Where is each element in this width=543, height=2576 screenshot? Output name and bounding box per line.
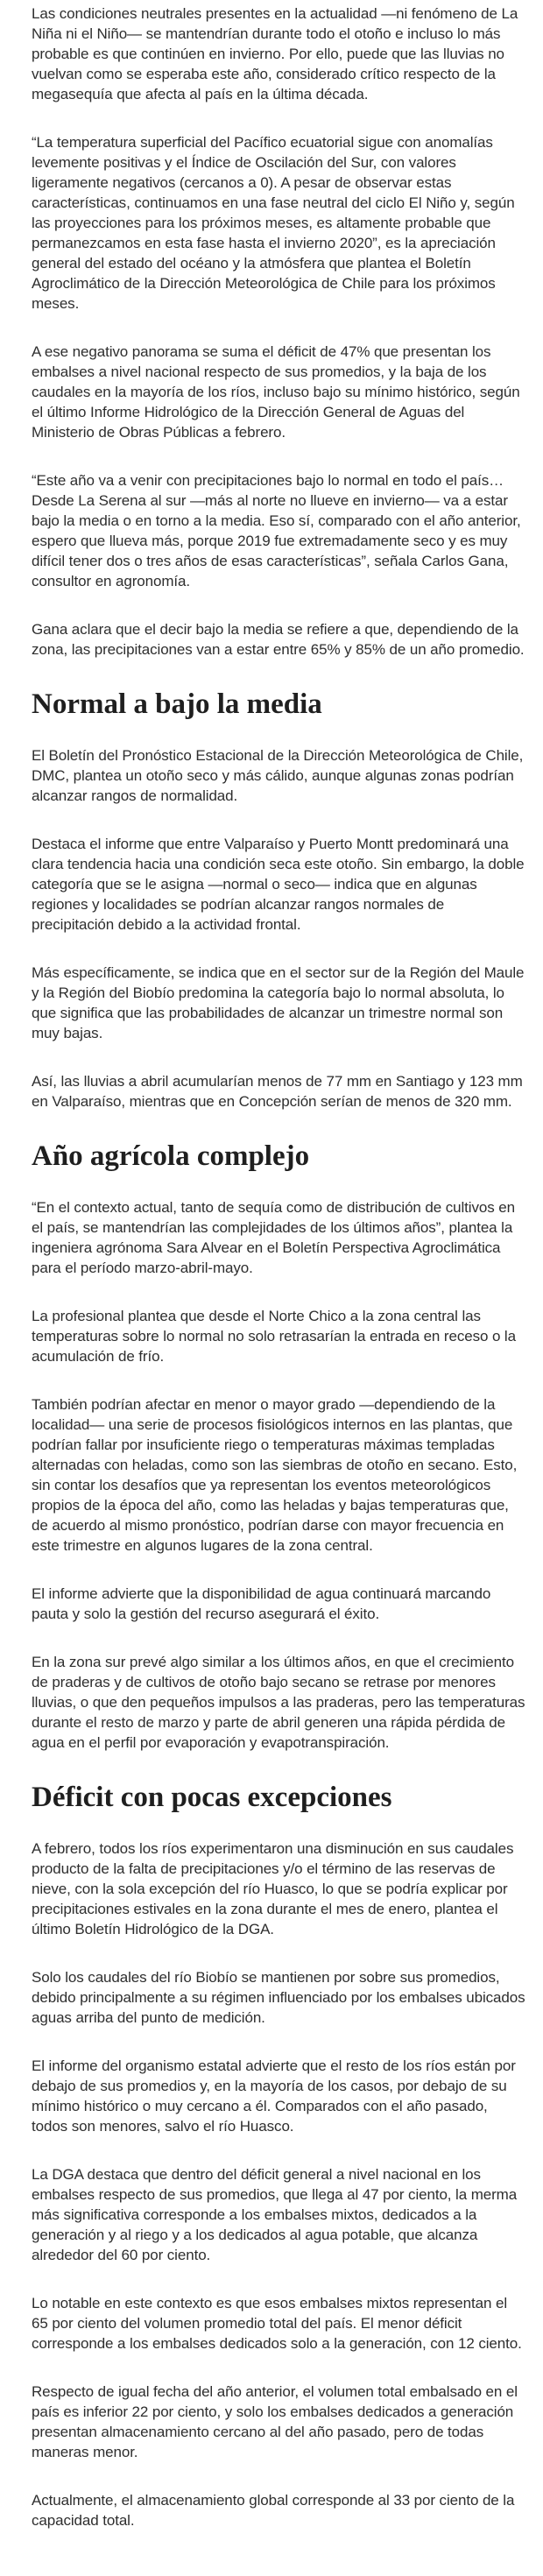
paragraph: Respecto de igual fecha del año anterior, el volumen total embalsado en el país es inferior 22 por ciento, y solo los embalses dedicados a generación presentan almacenamiento cercano al del año pasado, pero de todas maneras menor. [32,2383,518,2460]
paragraph: También podrían afectar en menor o mayor grado —dependiendo de la localidad— una serie de procesos fisiológicos internos en las plantas, que podrían fallar por insuficiente riego o temperaturas máximas templadas alternadas con heladas, como son las siembras de otoño en secano. Esto, sin contar los desafíos que ya representan los eventos meteorológicos propios de la época del año, como las heladas y bajas temperaturas que, de acuerdo al mismo pronóstico, podrían darse con mayor frecuencia en este trimestre en algunos lugares de la zona central. [32,1396,518,1554]
section-heading: Año agrícola complejo [32,1140,310,1172]
paragraph: A ese negativo panorama se suma el déficit de 47% que presentan los embalses a nivel nacional respecto de sus promedios, y la baja de los caudales en la mayoría de los ríos, incluso bajo su mínimo histórico, según el último Informe Hidrológico de la Dirección General de Aguas del Ministerio de Obras Públicas a febrero. [32,343,520,441]
section-heading: Normal a bajo la media [32,688,322,720]
paragraph: Gana aclara que el decir bajo la media se refiere a que, dependiendo de la zona, las precipitaciones van a estar entre 65% y 85% de un año promedio. [32,621,525,658]
paragraph: Destaca el informe que entre Valparaíso y Puerto Montt predominará una clara tendencia hacia una condición seca este otoño. Sin embargo, la doble categoría que se le asigna —normal o seco— indica que en algunas regiones y localidades se podrían alcanzar rangos normales de precipitación debido a la actividad frontal. [32,836,525,933]
paragraph: Solo los caudales del río Biobío se mantienen por sobre sus promedios, debido principalmente a su régimen influenciado por los embalses ubicados aguas arriba del punto de medición. [32,1969,525,2026]
paragraph: La profesional plantea que desde el Norte Chico a la zona central las temperaturas sobre lo normal no solo retrasarían la entrada en receso o la acumulación de frío. [32,1308,516,1365]
paragraph: A febrero, todos los ríos experimentaron una disminución en sus caudales producto de la falta de precipitaciones y/o el término de las reservas de nieve, con la sola excepción del río Huasco, lo que se podría explicar por precipitaciones estivales en la zona durante el mes de enero, plantea el último Boletín Hidrológico de la DGA. [32,1840,514,1937]
paragraph: En la zona sur prevé algo similar a los últimos años, en que el crecimiento de praderas y de cultivos de otoño bajo secano se retrase por menores lluvias, o que den pequeños impulsos a las praderas, pero las temperaturas durante el resto de marzo y parte de abril generen una rápida pérdida de agua en el perfil por evaporación y evapotranspiración. [32,1654,525,1751]
paragraph: “Este año va a venir con precipitaciones bajo lo normal en todo el país… Desde La Serena al sur —más al norte no llueve en invierno— va a estar bajo la media o en torno a la media. Eso sí, comparado con el año anterior, espero que llueva más, porque 2019 fue extremadamente seco y es muy difícil tener dos o tres años de esas características”, señala Carlos Gana, consultor en agronomía. [32,472,521,589]
paragraph: El informe del organismo estatal advierte que el resto de los ríos están por debajo de sus promedios y, en la mayoría de los casos, por debajo de su mínimo histórico o muy cercano a él. Comparados con el año pasado, todos son menores, salvo el río Huasco. [32,2057,516,2135]
paragraph: El Boletín del Pronóstico Estacional de la Dirección Meteorológica de Chile, DMC, plantea un otoño seco y más cálido, aunque algunas zonas podrían alcanzar rangos de normalidad. [32,747,524,804]
paragraph: La DGA destaca que dentro del déficit general a nivel nacional en los embalses respecto de sus promedios, que llega al 47 por ciento, la merma más significativa corresponde a los embalses mixtos, dedicados a la generación y al riego y a los dedicados al agua potable, que alcanza alrededor del 60 por ciento. [32,2166,518,2263]
paragraph: Más específicamente, se indica que en el sector sur de la Región del Maule y la Región del Biobío predomina la categoría bajo lo normal absoluta, lo que significa que las probabilidades de alcanzar un trimestre normal son muy bajas. [32,964,525,1041]
paragraph: Así, las lluvias a abril acumularían menos de 77 mm en Santiago y 123 mm en Valparaíso, mientras que en Concepción serían de menos de 320 mm. [32,1073,523,1110]
paragraph: Las condiciones neutrales presentes en la actualidad —ni fenómeno de La Niña ni el Niño— se mantendrían durante todo el otoño e incluso lo más probable es que continúen en invierno. Por ello, puede que las lluvias no vuelvan como se esperaba este año, considerado crítico respecto de la megasequía que afecta al país en la última década. [32,5,518,102]
paragraph: Actualmente, el almacenamiento global corresponde al 33 por ciento de la capacidad total. [32,2492,515,2529]
paragraph: El informe advierte que la disponibilidad de agua continuará marcando pauta y solo la gestión del recurso asegurará el éxito. [32,1585,491,1622]
section-heading: Déficit con pocas excepciones [32,1782,392,1813]
paragraph: Lo notable en este contexto es que esos embalses mixtos representan el 65 por ciento del volumen promedio total del país. El menor déficit corresponde a los embalses dedicados solo a la generación, con 12 ciento. [32,2295,522,2352]
paragraph: “La temperatura superficial del Pacífico ecuatorial sigue con anomalías levemente positivas y el Índice de Oscilación del Sur, con valores ligeramente negativos (cercanos a 0). A pesar de observar estas características, continuamos en una fase neutral del ciclo El Niño y, según las proyecciones para los próximos meses, es altamente probable que permanezcamos en esta fase hasta el invierno 2020”, es la apreciación general del estado del océano y la atmósfera que plantea el Boletín Agroclimático de la Dirección Meteorológica de Chile para los próximos meses. [32,134,515,312]
paragraph: “En el contexto actual, tanto de sequía como de distribución de cultivos en el país, se mantendrían las complejidades de los últimos años”, plantea la ingeniera agrónoma Sara Alvear en el Boletín Perspectiva Agroclimática para el período marzo-abril-mayo. [32,1199,515,1276]
